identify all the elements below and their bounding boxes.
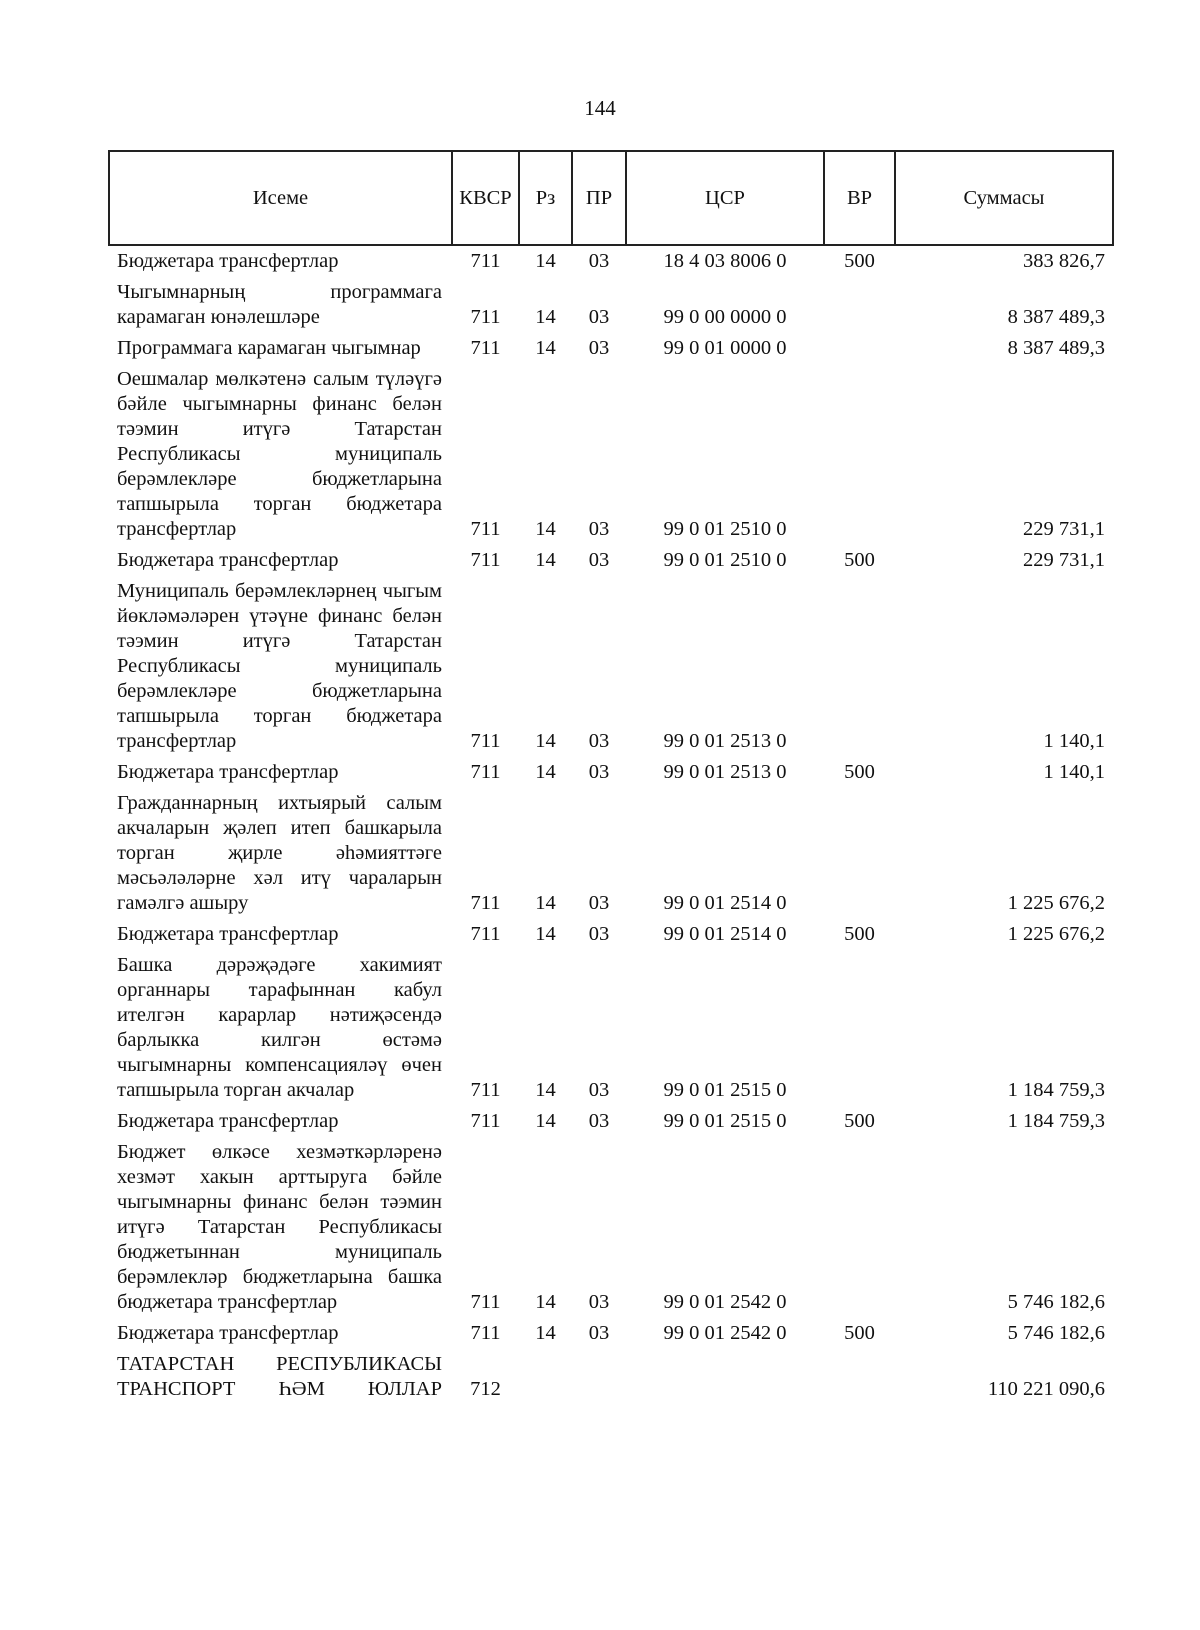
row-csr: 18 4 03 8006 0 (663, 250, 787, 272)
table-header (109, 151, 1113, 245)
table-row (109, 245, 1113, 276)
row-csr: 99 0 01 2513 0 (663, 730, 787, 752)
row-csr: 99 0 01 2514 0 (663, 892, 787, 914)
header-sum: Суммасы (895, 151, 1113, 245)
table-row (109, 1317, 1113, 1348)
row-pr: 03 (588, 306, 610, 328)
row-vr (824, 332, 895, 363)
table-row (109, 276, 1113, 332)
row-rz: 14 (535, 549, 556, 571)
row-pr: 03 (588, 730, 610, 752)
row-name: Бюджетара трансфертлар (117, 1322, 339, 1344)
row-vr: 500 (844, 1110, 875, 1132)
row-kvsr: 711 (470, 1079, 501, 1101)
row-kvsr: 711 (470, 923, 501, 945)
table-row (109, 1136, 1113, 1317)
table-row (109, 949, 1113, 1105)
row-name: Бюджетара трансфертлар (117, 1110, 339, 1132)
row-kvsr: 711 (470, 1110, 501, 1132)
row-name: Гражданнарның ихтыярый салым акчаларын җәлеп итеп башкарыла торган җирле әһәмияттәге мәсьәләләрне хәл итү чараларын гамәлгә ашыру (117, 792, 442, 914)
row-vr (824, 276, 895, 332)
row-kvsr: 711 (470, 1322, 501, 1344)
row-vr (824, 949, 895, 1105)
table-row (109, 756, 1113, 787)
row-rz: 14 (535, 1322, 556, 1344)
row-rz: 14 (535, 1291, 556, 1313)
row-name: Бюджет өлкәсе хезмәткәрләренә хезмәт хакын арттыруга бәйле чыгымнарны финанс белән тәэмин итүгә Татарстан Республикасы бюджетыннан муниципаль берәмлекләр бюджетларына башка бюджетара трансфертлар (117, 1141, 442, 1313)
row-vr: 500 (844, 923, 875, 945)
row-vr: 500 (844, 250, 875, 272)
row-csr: 99 0 01 0000 0 (663, 337, 787, 359)
row-csr: 99 0 01 2542 0 (663, 1322, 787, 1344)
page-number: 144 (584, 96, 616, 120)
row-name: ТАТАРСТАН РЕСПУБЛИКАСЫ ТРАНСПОРТ ҺӘМ ЮЛЛАР (117, 1353, 442, 1400)
row-rz: 14 (535, 923, 556, 945)
row-rz (519, 1348, 572, 1404)
row-pr: 03 (588, 250, 610, 272)
row-pr: 03 (588, 1079, 610, 1101)
table-row (109, 1105, 1113, 1136)
row-rz: 14 (535, 337, 556, 359)
row-rz: 14 (535, 761, 556, 783)
row-vr: 500 (844, 1322, 875, 1344)
row-csr (626, 1348, 824, 1404)
header-name: Исеме (109, 151, 452, 245)
row-pr: 03 (588, 549, 610, 571)
row-csr: 99 0 01 2510 0 (663, 518, 787, 540)
table-row (109, 918, 1113, 949)
row-sum: 383 826,7 (1023, 250, 1105, 272)
row-sum: 5 746 182,6 (1007, 1322, 1105, 1344)
row-kvsr: 712 (470, 1378, 501, 1400)
row-vr: 500 (844, 761, 875, 783)
row-kvsr: 711 (470, 250, 501, 272)
row-csr: 99 0 01 2542 0 (663, 1291, 787, 1313)
header-vr: ВР (824, 151, 895, 245)
row-pr: 03 (588, 1322, 610, 1344)
row-vr (824, 787, 895, 918)
row-csr: 99 0 01 2510 0 (663, 549, 787, 571)
header-csr: ЦСР (626, 151, 824, 245)
row-pr: 03 (588, 761, 610, 783)
row-sum: 1 184 759,3 (1007, 1079, 1105, 1101)
row-name: Оешмалар мөлкәтенә салым түләүгә бәйле чыгымнарны финанс белән тәэмин итүгә Татарстан Республикасы муниципаль берәмлекләре бюджетларына тапшырыла торган бюджетара трансфертлар (117, 368, 442, 540)
row-vr: 500 (844, 549, 875, 571)
table-row (109, 332, 1113, 363)
row-pr (572, 1348, 626, 1404)
row-kvsr: 711 (470, 761, 501, 783)
row-csr: 99 0 00 0000 0 (663, 306, 787, 328)
header-row (109, 151, 1113, 245)
row-vr (824, 1348, 895, 1404)
row-pr: 03 (588, 892, 610, 914)
budget-table (108, 150, 1114, 1404)
header-kvsr: КВСР (452, 151, 519, 245)
row-sum: 8 387 489,3 (1007, 306, 1105, 328)
header-rz: Рз (519, 151, 572, 245)
row-name: Башка дәрәҗәдәге хакимият органнары тарафыннан кабул ителгән карарлар нәтиҗәсендә барлыкка килгән өстәмә чыгымнарны компенсацияләү өчен тапшырыла торган акчалар (117, 954, 442, 1101)
row-sum: 1 225 676,2 (1007, 892, 1105, 914)
table-row (109, 787, 1113, 918)
row-csr: 99 0 01 2514 0 (663, 923, 787, 945)
row-kvsr: 711 (470, 518, 501, 540)
row-pr: 03 (588, 923, 610, 945)
row-sum: 1 140,1 (1043, 761, 1105, 783)
row-csr: 99 0 01 2513 0 (663, 761, 787, 783)
row-csr: 99 0 01 2515 0 (663, 1110, 787, 1132)
row-vr (824, 1136, 895, 1317)
row-name: Бюджетара трансфертлар (117, 761, 339, 783)
row-kvsr: 711 (470, 730, 501, 752)
header-pr: ПР (572, 151, 626, 245)
row-pr: 03 (588, 1110, 610, 1132)
row-vr (824, 363, 895, 544)
row-sum: 110 221 090,6 (987, 1378, 1105, 1400)
row-name: Программага карамаган чыгымнар (117, 337, 421, 359)
row-sum: 229 731,1 (1023, 518, 1105, 540)
row-name: Чыгымнарның программага карамаган юнәлешләре (117, 281, 442, 328)
row-kvsr: 711 (470, 337, 501, 359)
table-body (109, 245, 1113, 1404)
row-name: Бюджетара трансфертлар (117, 250, 339, 272)
row-csr: 99 0 01 2515 0 (663, 1079, 787, 1101)
row-name: Бюджетара трансфертлар (117, 549, 339, 571)
row-sum: 1 184 759,3 (1007, 1110, 1105, 1132)
table-row (109, 544, 1113, 575)
row-sum: 5 746 182,6 (1007, 1291, 1105, 1313)
row-pr: 03 (588, 1291, 610, 1313)
row-rz: 14 (535, 250, 556, 272)
row-sum: 8 387 489,3 (1007, 337, 1105, 359)
row-pr: 03 (588, 518, 610, 540)
row-rz: 14 (535, 1079, 556, 1101)
row-sum: 1 225 676,2 (1007, 923, 1105, 945)
row-sum: 1 140,1 (1043, 730, 1105, 752)
row-rz: 14 (535, 730, 556, 752)
row-kvsr: 711 (470, 306, 501, 328)
row-rz: 14 (535, 518, 556, 540)
row-pr: 03 (588, 337, 610, 359)
row-kvsr: 711 (470, 549, 501, 571)
table-row (109, 363, 1113, 544)
row-rz: 14 (535, 1110, 556, 1132)
row-name: Бюджетара трансфертлар (117, 923, 339, 945)
row-name: Муниципаль берәмлекләрнең чыгым йөкләмәләрен үтәүне финанс белән тәэмин итүгә Татарстан Республикасы муниципаль берәмлекләре бюджетларына тапшырыла торган бюджетара трансфертлар (117, 580, 442, 752)
table-row (109, 1348, 1113, 1404)
row-vr (824, 575, 895, 756)
row-rz: 14 (535, 892, 556, 914)
table-row (109, 575, 1113, 756)
row-kvsr: 711 (470, 892, 501, 914)
row-kvsr: 711 (470, 1291, 501, 1313)
row-sum: 229 731,1 (1023, 549, 1105, 571)
row-rz: 14 (535, 306, 556, 328)
